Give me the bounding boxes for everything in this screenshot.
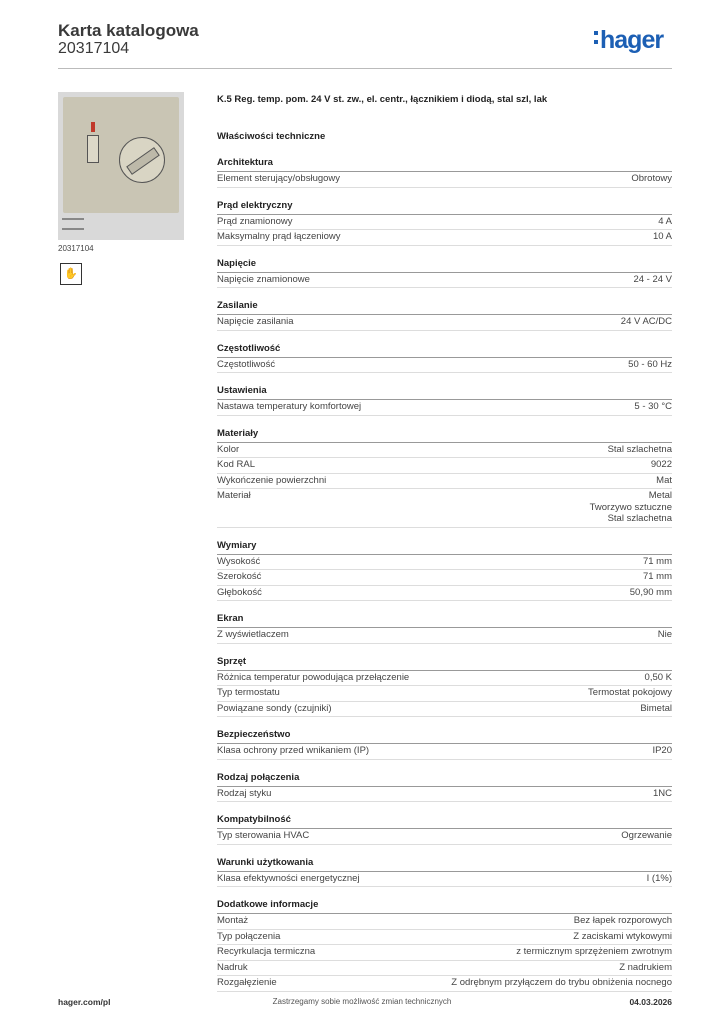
- spec-value: 71 mm: [642, 555, 672, 567]
- spec-label: Typ termostatu: [217, 687, 280, 698]
- spec-value: Bimetal: [640, 702, 672, 714]
- spec-label: Recyrkulacja termiczna: [217, 946, 316, 957]
- image-caption: 20317104: [58, 244, 94, 253]
- spec-section: [217, 772, 672, 803]
- spec-label: Szerokość: [217, 571, 262, 582]
- tech-props-title: Właściwości techniczne: [217, 131, 326, 142]
- spec-row: [217, 829, 672, 845]
- spec-section: [217, 540, 672, 602]
- spec-row: [217, 273, 672, 289]
- logo-dots-icon: [594, 26, 598, 44]
- spec-label: Różnica temperatur powodująca przełączenie: [217, 671, 410, 683]
- page-title: Karta katalogowa: [58, 21, 199, 40]
- spec-row: [217, 628, 672, 644]
- section-title: Materiały: [217, 428, 672, 443]
- product-title: K.5 Reg. temp. pom. 24 V st. zw., el. centr., łącznikiem i diodą, stal szl, lak: [217, 94, 548, 105]
- spec-value: Bez łapek rozporowych: [573, 915, 672, 926]
- spec-section: [217, 656, 672, 718]
- spec-label: Montaż: [217, 915, 249, 926]
- temperature-dial-icon: [119, 137, 165, 183]
- spec-label: Wysokość: [217, 555, 261, 567]
- spec-value: 50,90 mm: [629, 586, 672, 598]
- spec-value: Metal Tworzywo sztuczne Stal szlachetna: [589, 490, 672, 524]
- spec-label: Typ połączenia: [217, 930, 281, 942]
- header-divider: [58, 68, 672, 69]
- specs-content: [217, 94, 672, 1004]
- logo-text: hager: [600, 26, 664, 54]
- spec-section: [217, 200, 672, 246]
- spec-section: [217, 343, 672, 374]
- section-title: Ekran: [217, 613, 672, 628]
- spec-row: [217, 744, 672, 760]
- spec-section: [217, 428, 672, 528]
- spec-value: Termostat pokojowy: [588, 687, 672, 698]
- spec-row: [217, 961, 672, 977]
- spec-value: IP20: [652, 745, 672, 756]
- section-title: Wymiary: [217, 540, 672, 555]
- spec-label: Wykończenie powierzchni: [217, 474, 327, 486]
- spec-section: [217, 258, 672, 289]
- spec-section: [217, 157, 672, 188]
- spec-label: Maksymalny prąd łączeniowy: [217, 231, 341, 242]
- spec-value: 71 mm: [642, 571, 672, 582]
- spec-value: I (1%): [646, 872, 672, 884]
- spec-row: [217, 443, 672, 459]
- footer-disclaimer: Zastrzegamy sobie możliwość zmian technicznych: [272, 997, 452, 1006]
- section-title: Zasilanie: [217, 300, 672, 315]
- screw-icon: [62, 228, 84, 230]
- spec-label: Powiązane sondy (czujniki): [217, 702, 332, 714]
- spec-row: [217, 671, 672, 687]
- section-title: Prąd elektryczny: [217, 200, 672, 215]
- spec-row: [217, 930, 672, 946]
- spec-row: [217, 914, 672, 930]
- spec-label: Typ sterowania HVAC: [217, 830, 310, 841]
- spec-value: Ogrzewanie: [621, 830, 672, 841]
- spec-label: Napięcie zasilania: [217, 316, 294, 327]
- spec-value: z termicznym sprzężeniem zwrotnym: [516, 946, 672, 957]
- spec-value: 9022: [650, 459, 672, 470]
- section-title: Kompatybilność: [217, 814, 672, 829]
- spec-row: [217, 555, 672, 571]
- spec-row: [217, 172, 672, 188]
- spec-row: [217, 458, 672, 474]
- spec-row: [217, 315, 672, 331]
- section-title: Napięcie: [217, 258, 672, 273]
- spec-value: 0,50 K: [644, 671, 672, 683]
- spec-label: Klasa ochrony przed wnikaniem (IP): [217, 745, 370, 756]
- spec-row: [217, 215, 672, 231]
- spec-label: Nastawa temperatury komfortowej: [217, 401, 362, 412]
- spec-value: Nie: [657, 629, 672, 640]
- product-code: 20317104: [58, 40, 130, 57]
- spec-value: Stal szlachetna: [607, 443, 672, 455]
- spec-section: [217, 899, 672, 992]
- spec-value: Z zaciskami wtykowymi: [573, 930, 672, 942]
- spec-value: 5 - 30 °C: [634, 401, 672, 412]
- spec-value: Obrotowy: [631, 173, 672, 184]
- hand-on-box-icon: ✋: [60, 263, 82, 285]
- spec-label: Napięcie znamionowe: [217, 273, 310, 285]
- spec-row: [217, 474, 672, 490]
- spec-label: Klasa efektywności energetycznej: [217, 872, 360, 884]
- spec-label: Głębokość: [217, 586, 262, 598]
- footer-date: 04.03.2026: [629, 997, 672, 1007]
- hager-logo: [594, 26, 663, 55]
- section-title: Sprzęt: [217, 656, 672, 671]
- rocker-switch-icon: [87, 135, 99, 163]
- spec-value: 1NC: [652, 787, 672, 799]
- spec-label: Rodzaj styku: [217, 787, 272, 799]
- section-title: Rodzaj połączenia: [217, 772, 672, 787]
- spec-row: [217, 586, 672, 602]
- spec-label: Prąd znamionowy: [217, 215, 293, 227]
- spec-section: [217, 613, 672, 644]
- spec-section: [217, 729, 672, 760]
- spec-label: Nadruk: [217, 961, 248, 973]
- section-title: Bezpieczeństwo: [217, 729, 672, 744]
- spec-row: [217, 686, 672, 702]
- spec-row: [217, 945, 672, 961]
- spec-label: Materiał: [217, 490, 251, 501]
- spec-value: 50 - 60 Hz: [628, 358, 672, 370]
- section-title: Ustawienia: [217, 385, 672, 400]
- spec-label: Częstotliwość: [217, 358, 276, 370]
- spec-value: 24 - 24 V: [633, 273, 672, 285]
- spec-label: Z wyświetlaczem: [217, 629, 289, 640]
- spec-section: [217, 385, 672, 416]
- spec-section: [217, 814, 672, 845]
- spec-row: [217, 489, 672, 528]
- spec-value: 24 V AC/DC: [620, 316, 672, 327]
- section-title: Częstotliwość: [217, 343, 672, 358]
- spec-section: [217, 300, 672, 331]
- spec-value: Mat: [656, 474, 672, 486]
- spec-row: [217, 358, 672, 374]
- section-title: Architektura: [217, 157, 672, 172]
- spec-value: Z nadrukiem: [619, 961, 672, 973]
- spec-row: [217, 787, 672, 803]
- spec-label: Kod RAL: [217, 459, 256, 470]
- spec-row: [217, 400, 672, 416]
- spec-value: 4 A: [658, 215, 672, 227]
- spec-label: Element sterujący/obsługowy: [217, 173, 341, 184]
- screw-icon: [62, 218, 84, 220]
- product-image: [58, 92, 184, 240]
- spec-row: [217, 872, 672, 888]
- spec-row: [217, 570, 672, 586]
- spec-row: [217, 702, 672, 718]
- spec-row: [217, 976, 672, 992]
- spec-row: [217, 230, 672, 246]
- footer-url[interactable]: hager.com/pl: [58, 997, 111, 1007]
- spec-value: 10 A: [652, 231, 672, 242]
- spec-sections: [217, 157, 672, 992]
- thermostat-plate: [63, 97, 179, 213]
- spec-label: Rozgałęzienie: [217, 977, 277, 988]
- section-title: Warunki użytkowania: [217, 857, 672, 872]
- spec-value: Z odrębnym przyłączem do trybu obniżenia nocnego: [451, 977, 672, 988]
- spec-section: [217, 857, 672, 888]
- section-title: Dodatkowe informacje: [217, 899, 672, 914]
- spec-label: Kolor: [217, 443, 240, 455]
